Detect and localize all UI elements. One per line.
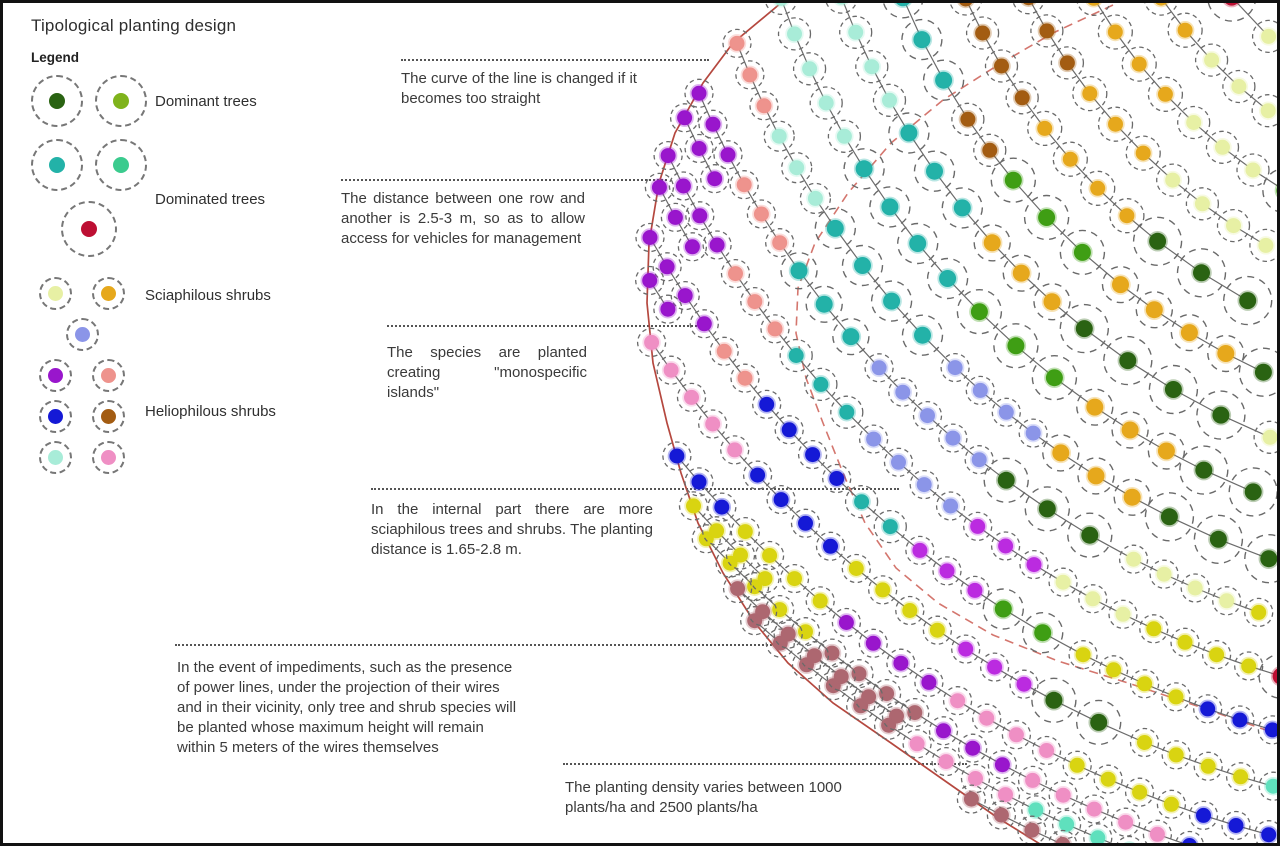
plant-dot-periwinkle [973,383,988,398]
plant-dot-salmon [737,177,752,192]
legend-heading: Legend [31,50,80,65]
plant-dot-teal [894,3,911,6]
plant-dot-blue [1200,701,1215,716]
plant-dot-blue [1265,722,1280,737]
plant-dot-teal [914,327,931,344]
plant-dot-yellow [1101,772,1116,787]
plant-dot-amber [1112,276,1129,293]
plant-dot-purple [668,210,683,225]
plant-dot-purple [839,615,854,630]
plant-dot-periwinkle [891,455,906,470]
plant-dot-purple [661,148,676,163]
plant-dot-blue [759,397,774,412]
plant-dot-purple [893,656,908,671]
plant-dot-purple [692,86,707,101]
plant-dot-blue [774,492,789,507]
plant-dot-amber [1158,443,1175,460]
plant-dot-blue [1261,827,1276,842]
plant-dot-darkgreen [1076,320,1093,337]
plant-dot-amber [1136,146,1151,161]
plant-dot-amber [984,234,1001,251]
row-connector-line [1029,3,1266,245]
plant-dot-purple [965,741,980,756]
plant-dot-brown [1060,55,1075,70]
plant-dot-purple [721,147,736,162]
legend-label-sciaphilous-shrubs: Sciaphilous shrubs [145,287,271,304]
plant-dot-darkgreen [1210,531,1227,548]
plant-dot-purple [706,117,721,132]
plant-dot-amber [1044,293,1061,310]
plant-dot-green [995,601,1012,618]
plant-dot-teal [854,257,871,274]
plant-dot-pink [644,335,659,350]
plant-dot-brown [975,26,990,41]
plant-dot-teal [816,296,833,313]
plant-dot-paleyellow [1219,593,1234,608]
planting-plan-svg [3,3,1280,846]
plant-dot-mint [787,26,802,41]
row-connector-line [706,539,1189,846]
plant-dot-amber [1158,87,1173,102]
plant-dot-teal [827,220,844,237]
annotation-islands-note: The species are planted creating "monospecific islands" [387,344,587,401]
plant-dot-blue [805,447,820,462]
plant-dot-mauve [994,808,1009,823]
plant-dot-blue [798,516,813,531]
plant-dot-yellow [1233,769,1248,784]
plant-dot-pink [727,442,742,457]
plant-dot-mauve [1024,823,1039,838]
plant-dot-mauve [730,581,745,596]
plant-dot-purple [660,259,675,274]
plant-dot-yellow [758,571,773,586]
plant-dot-amber [1108,25,1123,40]
plant-dot-mint [882,93,897,108]
plant-dot-paleyellow [1231,79,1246,94]
plant-dot-blue [782,422,797,437]
plant-dot-mauve [825,646,840,661]
plant-dot-amber [1063,152,1078,167]
plant-dot-yellow [849,561,864,576]
plant-dot-paleyellow [1186,115,1201,130]
plant-dot-darkgreen [1090,714,1107,731]
plant-dot-crimson [1273,668,1280,685]
plant-dot-mauve [807,648,822,663]
plant-dot-paleyellow [1246,163,1261,178]
plant-dot-paleyellow [1116,607,1131,622]
annotation-powerline-note: In the event of impediments, such as the presence of power lines, under the projection of their wires and in their vicinity, only tree and shrub species will be planted whose maximum height will remain within 5 meters of the wires themselves [177,659,517,756]
plant-dot-purple [692,208,707,223]
plant-dot-green [971,303,988,320]
plant-dot-blue [1196,808,1211,823]
plant-dot-purple [697,316,712,331]
plant-dot-pink [998,787,1013,802]
plant-dot-darkgreen [1045,692,1062,709]
plant-dot-paleyellow [1126,552,1141,567]
plant-dot-salmon [738,371,753,386]
plant-dot-yellow [1169,747,1184,762]
plant-dot-purple [678,288,693,303]
plant-dot-purple [685,239,700,254]
plant-dot-yellow [1251,605,1266,620]
plant-dot-yellow [1164,797,1179,812]
plant-dot-purple [643,230,658,245]
plant-dot-brown [960,112,975,127]
plant-dot-paleyellow [1157,567,1172,582]
plant-dot-green [1276,182,1280,199]
plant-dot-periwinkle [866,432,881,447]
plant-dot-pink [979,711,994,726]
plant-dot-mauve [879,686,894,701]
plant-dot-teal [854,494,869,509]
plant-dot-brown [1015,90,1030,105]
plant-dot-magenta [970,519,985,534]
plant-dot-paleyellow [1215,140,1230,155]
plant-dot-mint [789,160,804,175]
plant-dot-paleyellow [1195,196,1210,211]
plant-dot-magenta [940,563,955,578]
plant-dot-yellow [1241,659,1256,674]
plant-dot-amber [1082,86,1097,101]
plant-dot-amber [1178,23,1193,38]
plant-dot-magenta [958,642,973,657]
plant-dot-purple [660,302,675,317]
plant-dot-yellow [772,602,787,617]
plant-dot-yellow [1070,758,1085,773]
plant-dot-amber [1090,181,1105,196]
plant-dot-salmon [730,36,745,51]
page-title: Tipological planting design [31,16,237,35]
plant-dot-purple [936,723,951,738]
plant-dot-yellow [1132,785,1147,800]
plant-dot-teal [883,519,898,534]
plant-dot-yellow [1106,662,1121,677]
plant-dot-pink [1056,788,1071,803]
legend-label-heliophilous-shrubs: Heliophilous shrubs [145,403,276,420]
plant-dot-paleyellow [1263,430,1278,445]
plant-dot-mint [848,25,863,40]
plant-dot-mauve [781,627,796,642]
plant-dot-teal [791,262,808,279]
plant-dot-yellow [1076,647,1091,662]
plant-dot-periwinkle [872,360,887,375]
plant-dot-blue [823,539,838,554]
plant-dot-purple [707,171,722,186]
plant-dot-yellow [1178,635,1193,650]
plant-dot-teal [926,163,943,180]
plant-dot-teal [883,293,900,310]
plant-dot-mauve [889,709,904,724]
plant-dot-magenta [912,543,927,558]
plant-dot-paleyellow [1258,238,1273,253]
plant-dot-mauve [755,604,770,619]
plant-dot-pink [1118,815,1133,830]
plant-dot-paleyellow [1226,218,1241,233]
plant-dot-mint [808,191,823,206]
plant-dot-amber [1122,422,1139,439]
plant-dot-magenta [987,660,1002,675]
plant-dot-green [1034,624,1051,641]
plant-dot-yellow [902,603,917,618]
plant-dot-blue [829,471,844,486]
plant-dot-periwinkle [948,360,963,375]
plant-dot-purple [677,110,692,125]
plant-dot-yellow [875,582,890,597]
plant-dot-yellow [733,548,748,563]
plant-dot-turquoise [1059,817,1074,832]
plant-dot-amber [1037,121,1052,136]
plant-dot-pink [664,363,679,378]
plant-dot-purple [642,273,657,288]
plant-dot-paleyellow [1085,591,1100,606]
plant-dot-yellow [1201,759,1216,774]
plant-dot-darkgreen [1149,233,1166,250]
plant-dot-pink [950,693,965,708]
plant-dot-salmon [757,98,772,113]
plant-dot-salmon [728,266,743,281]
plant-dot-brown [994,59,1009,74]
plant-dot-periwinkle [999,405,1014,420]
plant-dot-paleyellow [1261,103,1276,118]
plant-dot-mint [819,96,834,111]
plant-dot-paleyellow [1261,29,1276,44]
plant-dot-teal [939,270,956,287]
legend-label-dominated-trees: Dominated trees [155,191,266,208]
plant-dot-amber [1086,3,1101,6]
row-connector-line [966,3,1248,301]
plant-dot-mint [834,3,849,5]
plant-dot-paleyellow [1204,53,1219,68]
plant-dot-teal [789,348,804,363]
plant-dot-amber [1108,117,1123,132]
plant-dot-blue [1232,713,1247,728]
plant-dot-purple [710,238,725,253]
plant-dot-salmon [768,321,783,336]
plant-dot-amber [1217,345,1234,362]
plant-dot-purple [995,757,1010,772]
plant-dot-darkgreen [1039,500,1056,517]
plant-dot-amber [1124,489,1141,506]
plant-dot-purple [676,179,691,194]
plant-dot-teal [900,125,917,142]
plant-dot-teal [839,405,854,420]
annotation-row-distance-note: The distance between one row and another is 2.5-3 m, so as to allow access for vehicles for management [341,190,585,247]
plant-dot-darkgreen [1239,292,1256,309]
plant-dot-salmon [717,344,732,359]
plant-dot-pink [1009,727,1024,742]
plant-dot-teal [813,377,828,392]
plant-dot-blue [1229,818,1244,833]
plant-dot-darkgreen [1165,381,1182,398]
plant-dot-purple [692,141,707,156]
plant-dot-yellow [813,593,828,608]
plant-dot-mauve [834,669,849,684]
plant-dot-magenta [967,583,982,598]
plant-dot-amber [1088,467,1105,484]
plant-dot-green [1005,172,1022,189]
plant-dot-darkgreen [1245,483,1262,500]
plant-dot-yellow [1137,735,1152,750]
plant-dot-mint [837,129,852,144]
plant-dot-periwinkle [917,477,932,492]
plant-dot-periwinkle [1026,426,1041,441]
plant-dot-purple [921,675,936,690]
plant-dot-blue [1182,838,1197,846]
plant-dot-teal [881,198,898,215]
plant-dot-amber [1132,57,1147,72]
plant-dot-darkgreen [1260,550,1277,567]
plant-dot-pink [705,417,720,432]
plant-dot-darkgreen [1212,407,1229,424]
plant-dot-amber [1013,265,1030,282]
plant-dot-mint [864,59,879,74]
plant-dot-periwinkle [972,452,987,467]
plant-dot-darkgreen [1255,364,1272,381]
plant-dot-teal [856,160,873,177]
plant-dot-darkgreen [1161,508,1178,525]
plant-dot-brown [1039,23,1054,38]
plant-dot-pink [1025,773,1040,788]
plant-dot-periwinkle [945,431,960,446]
plant-dot-brown [958,3,973,7]
plant-dot-blue [750,468,765,483]
plant-dot-purple [866,636,881,651]
plant-dot-yellow [1146,621,1161,636]
plant-dot-amber [1052,444,1069,461]
plant-dot-yellow [762,548,777,563]
plant-spacing-circle [1263,169,1280,213]
annotation-internal-note: In the internal part there are more sciaphilous trees and shrubs. The planting distance is 1.65-2.8 m. [371,501,653,558]
plant-dot-mauve [964,792,979,807]
plant-dot-crimson [1223,3,1240,6]
plant-dot-turquoise [1028,802,1043,817]
plant-dot-blue [714,500,729,515]
plant-dot-amber [1154,3,1169,6]
plant-dot-turquoise [1266,779,1280,794]
plant-dot-blue [692,474,707,489]
plant-dot-yellow [798,624,813,639]
annotation-density-note: The planting density varies between 1000 plants/ha and 2500 plants/ha [565,779,842,816]
plant-dot-yellow [1137,676,1152,691]
plant-dot-pink [1039,743,1054,758]
plant-dot-turquoise [1090,830,1105,845]
plant-dot-pink [939,754,954,769]
plant-dot-salmon [742,67,757,82]
plant-dot-blue [669,449,684,464]
plant-dot-pink [968,771,983,786]
plant-dot-paleyellow [1056,575,1071,590]
plant-dot-pink [1150,827,1165,842]
plant-dot-teal [842,328,859,345]
plant-dot-mauve [861,689,876,704]
plant-dot-darkgreen [998,472,1015,489]
plant-dot-teal [913,31,930,48]
plant-dot-periwinkle [895,385,910,400]
plant-dot-green [1007,337,1024,354]
plant-dot-teal [954,199,971,216]
row-connector-line [652,342,1274,786]
plant-dot-darkgreen [1119,352,1136,369]
plant-dot-amber [1146,301,1163,318]
plant-dot-brown [982,143,997,158]
plant-dot-yellow [787,571,802,586]
plant-dot-teal [935,72,952,89]
plant-dot-darkgreen [1193,264,1210,281]
plant-dot-green [1074,244,1091,261]
plant-dot-brown [1021,3,1036,5]
plant-dot-yellow [709,523,724,538]
plant-dot-purple [652,180,667,195]
plant-dot-teal [909,235,926,252]
plant-dot-salmon [772,235,787,250]
plant-dot-yellow [686,498,701,513]
plant-dot-paleyellow [1188,581,1203,596]
plant-dot-yellow [1209,647,1224,662]
plant-dot-mint [772,129,787,144]
legend-label-dominant-trees: Dominant trees [155,93,257,110]
plant-dot-pink [910,736,925,751]
plant-dot-yellow [1169,689,1184,704]
plant-dot-magenta [1027,557,1042,572]
plant-dot-yellow [930,623,945,638]
plant-dot-amber [1119,208,1134,223]
annotation-curve-note: The curve of the line is changed if it becomes too straight [401,70,637,107]
plant-dot-magenta [1017,677,1032,692]
plant-dot-pink [1087,802,1102,817]
plant-dot-darkgreen [1195,462,1212,479]
plant-dot-salmon [747,294,762,309]
plant-dot-mint [802,61,817,76]
plant-dot-salmon [754,207,769,222]
plant-dot-pink [684,390,699,405]
plant-dot-paleyellow [1165,173,1180,188]
plant-dot-amber [1086,399,1103,416]
plant-dot-green [1038,209,1055,226]
plant-dot-darkgreen [1081,527,1098,544]
plant-dot-periwinkle [943,499,958,514]
plant-dot-magenta [998,539,1013,554]
plant-dot-mauve [1055,837,1070,846]
plant-dot-mint [774,3,789,6]
plant-dot-mauve [852,666,867,681]
plant-dot-yellow [738,524,753,539]
plant-dot-green [1046,369,1063,386]
plant-dot-amber [1181,324,1198,341]
plant-dot-periwinkle [920,408,935,423]
